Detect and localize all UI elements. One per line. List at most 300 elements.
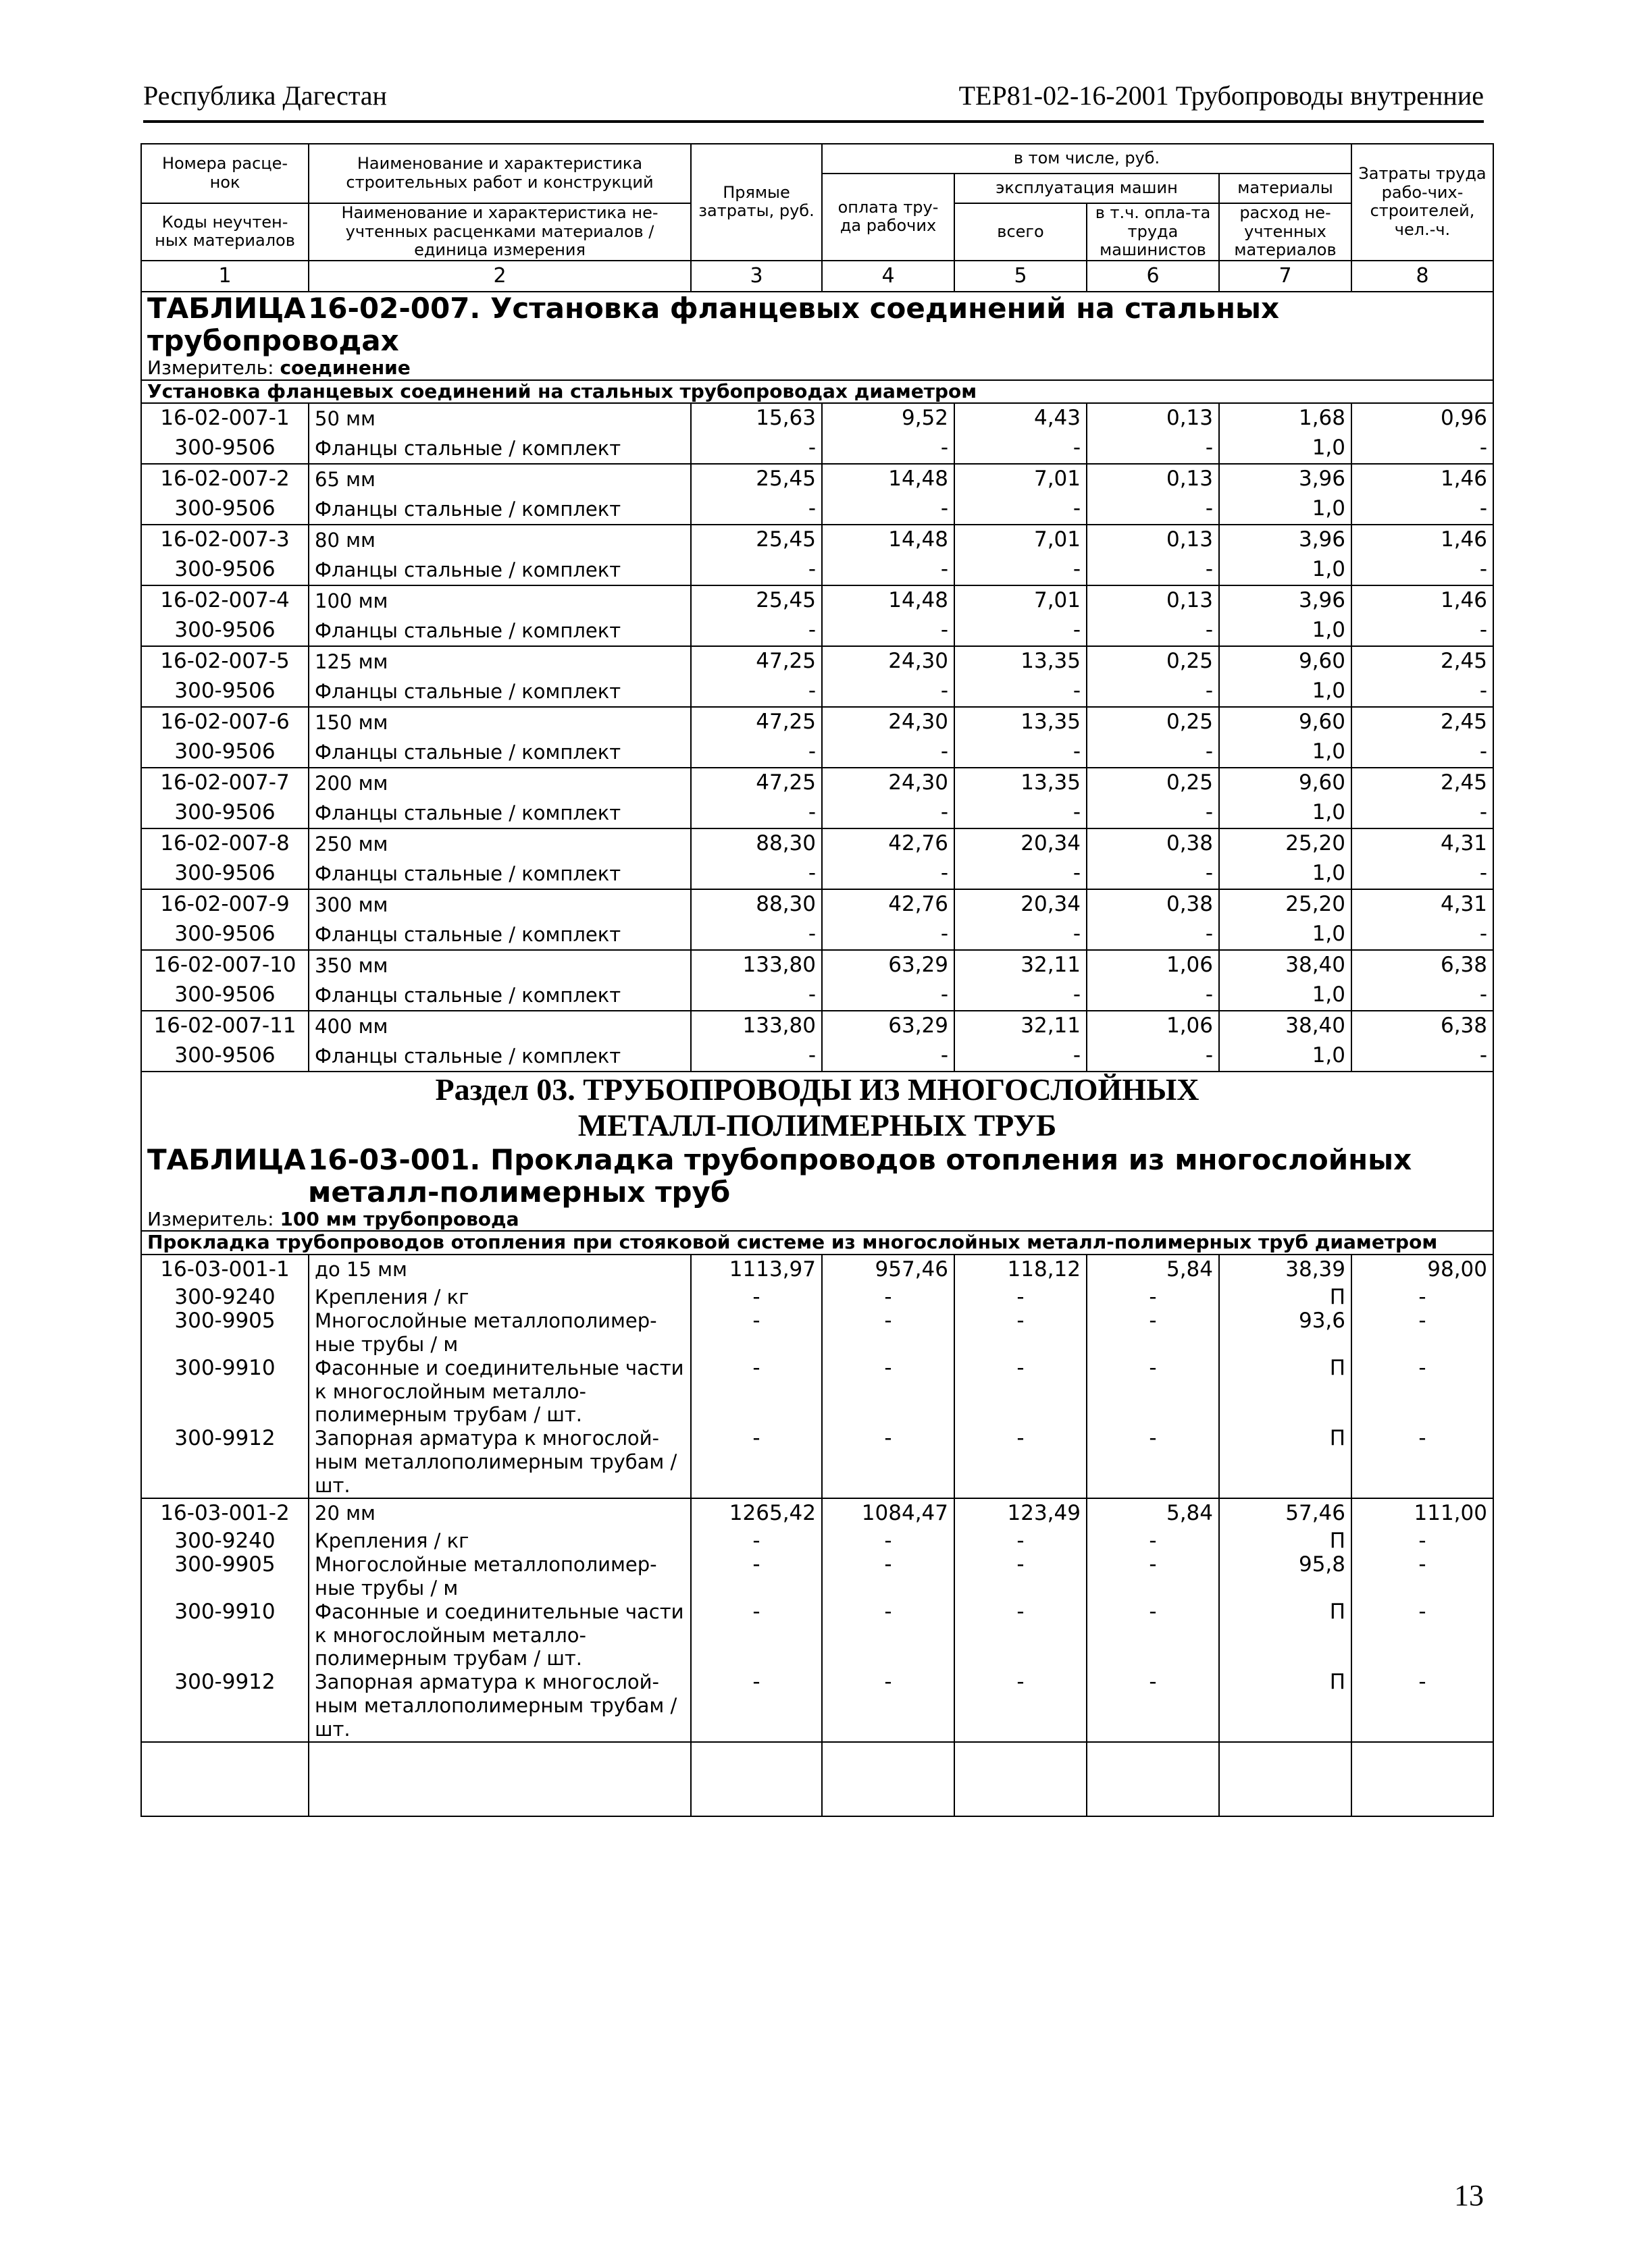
material-value-c5: - — [954, 1553, 1087, 1600]
rate-row — [141, 768, 1493, 799]
material-code: 300-9910 — [141, 1600, 309, 1670]
column-number: 8 — [1351, 261, 1493, 292]
header-worker-pay: оплата тру-да рабочих — [822, 174, 954, 261]
material-value-m8: - — [1351, 677, 1493, 707]
measure — [141, 1209, 1493, 1231]
value-c6: 1,06 — [1087, 950, 1219, 981]
material-value-m5: - — [954, 920, 1087, 950]
value-c8: 4,31 — [1351, 828, 1493, 860]
material-value-m7: 1,0 — [1219, 981, 1351, 1011]
empty-cell — [1087, 1742, 1219, 1816]
table-name: 16-03-001. Прокладка трубопроводов отопления из многослойных — [308, 1143, 1412, 1176]
column-number: 2 — [309, 261, 691, 292]
value-c7: 38,40 — [1219, 1011, 1351, 1042]
value-c4: 14,48 — [822, 525, 954, 556]
section-title-line: МЕТАЛЛ-ПОЛИМЕРНЫХ ТРУБ — [577, 1107, 1057, 1142]
value-c7: 9,60 — [1219, 646, 1351, 677]
value-c5: 13,35 — [954, 646, 1087, 677]
value-c3: 1265,42 — [691, 1498, 822, 1529]
header-region: Республика Дагестан — [143, 80, 387, 111]
material-value-m3: - — [691, 920, 822, 950]
value-c4: 957,46 — [822, 1255, 954, 1286]
material-value-m4: - — [822, 860, 954, 889]
measure-value: 100 мм трубопровода — [280, 1209, 519, 1231]
material-value-m6: - — [1087, 981, 1219, 1011]
value-c5: 20,34 — [954, 828, 1087, 860]
work-name: 20 мм — [309, 1498, 691, 1529]
material-value-m6: - — [1087, 799, 1219, 828]
measure-row — [141, 1209, 1493, 1231]
material-value-c6: - — [1087, 1600, 1219, 1670]
material-name: Фланцы стальные / комплект — [309, 677, 691, 707]
material-value-m3: - — [691, 1042, 822, 1072]
material-value-c3: - — [691, 1427, 822, 1498]
material-value-c7: П — [1219, 1529, 1351, 1554]
value-c4: 14,48 — [822, 585, 954, 616]
header-machines: эксплуатация машин — [954, 174, 1219, 203]
material-value-m6: - — [1087, 920, 1219, 950]
section-row — [141, 1072, 1493, 1144]
material-name: Фланцы стальные / комплект — [309, 434, 691, 464]
value-c5: 13,35 — [954, 768, 1087, 799]
material-value-m4: - — [822, 434, 954, 464]
material-value-m8: - — [1351, 799, 1493, 828]
material-value-c7: П — [1219, 1600, 1351, 1670]
material-value-m8: - — [1351, 434, 1493, 464]
value-c5: 118,12 — [954, 1255, 1087, 1286]
section-title-line: Раздел 03. ТРУБОПРОВОДЫ ИЗ МНОГОСЛОЙНЫХ — [435, 1072, 1199, 1107]
value-c6: 0,13 — [1087, 403, 1219, 434]
material-value-c7: П — [1219, 1670, 1351, 1741]
material-value-c7: П — [1219, 1286, 1351, 1310]
header-materials: материалы — [1219, 174, 1351, 203]
material-row — [141, 1042, 1493, 1072]
material-name: Фланцы стальные / комплект — [309, 920, 691, 950]
rate-code: 16-02-007-4 — [141, 585, 309, 616]
material-value-c8: - — [1351, 1427, 1493, 1498]
work-name: 125 мм — [309, 646, 691, 677]
material-value-m8: - — [1351, 860, 1493, 889]
value-c5: 7,01 — [954, 525, 1087, 556]
material-value-c4: - — [822, 1600, 954, 1670]
value-c5: 123,49 — [954, 1498, 1087, 1529]
header-rule — [143, 120, 1484, 123]
material-value-c4: - — [822, 1286, 954, 1310]
measure-row — [141, 357, 1493, 379]
material-code: 300-9506 — [141, 434, 309, 464]
material-value-c6: - — [1087, 1553, 1219, 1600]
work-name: 350 мм — [309, 950, 691, 981]
rate-code: 16-02-007-3 — [141, 525, 309, 556]
material-row — [141, 1529, 1493, 1554]
material-row — [141, 677, 1493, 707]
material-row — [141, 1309, 1493, 1356]
material-value-c4: - — [822, 1356, 954, 1427]
material-value-c3: - — [691, 1553, 822, 1600]
material-value-m5: - — [954, 981, 1087, 1011]
header-machines-total: всего — [954, 203, 1087, 261]
material-row — [141, 1427, 1493, 1498]
value-c6: 0,25 — [1087, 768, 1219, 799]
material-value-m8: - — [1351, 738, 1493, 768]
material-value-c6: - — [1087, 1286, 1219, 1310]
value-c3: 25,45 — [691, 464, 822, 495]
material-value-c7: 95,8 — [1219, 1553, 1351, 1600]
material-value-c8: - — [1351, 1356, 1493, 1427]
group-title: Прокладка трубопроводов отопления при стояковой системе из многослойных металл-полимерных труб диаметром — [141, 1231, 1493, 1254]
header-machinist-pay: в т.ч. опла-та труда машинистов — [1087, 203, 1219, 261]
material-value-m4: - — [822, 799, 954, 828]
material-name: Крепления / кг — [309, 1529, 691, 1554]
material-value-m5: - — [954, 495, 1087, 525]
work-name: 100 мм — [309, 585, 691, 616]
work-name: 200 мм — [309, 768, 691, 799]
header-direct-costs: Прямые затраты, руб. — [691, 144, 822, 261]
value-c4: 24,30 — [822, 646, 954, 677]
material-value-m7: 1,0 — [1219, 738, 1351, 768]
table-title — [141, 292, 1493, 358]
value-c5: 7,01 — [954, 585, 1087, 616]
work-name: 50 мм — [309, 403, 691, 434]
material-value-m4: - — [822, 738, 954, 768]
material-value-c4: - — [822, 1670, 954, 1741]
rate-row — [141, 403, 1493, 434]
column-number: 6 — [1087, 261, 1219, 292]
material-value-c5: - — [954, 1600, 1087, 1670]
material-value-m6: - — [1087, 738, 1219, 768]
empty-row — [141, 1742, 1493, 1816]
material-value-m3: - — [691, 860, 822, 889]
material-value-m5: - — [954, 434, 1087, 464]
value-c3: 47,25 — [691, 646, 822, 677]
material-name: Фасонные и соединительные части к многослойным металло-полимерным трубам / шт. — [309, 1600, 691, 1670]
material-value-m6: - — [1087, 860, 1219, 889]
material-value-m5: - — [954, 616, 1087, 646]
value-c7: 25,20 — [1219, 828, 1351, 860]
material-value-m4: - — [822, 1042, 954, 1072]
material-value-m7: 1,0 — [1219, 860, 1351, 889]
rate-code: 16-02-007-6 — [141, 707, 309, 738]
material-code: 300-9910 — [141, 1356, 309, 1427]
material-name: Фланцы стальные / комплект — [309, 738, 691, 768]
material-name: Запорная арматура к многослой-ным металлополимерным трубам / шт. — [309, 1670, 691, 1741]
group-title-row — [141, 380, 1493, 403]
material-value-c3: - — [691, 1670, 822, 1741]
material-value-c4: - — [822, 1309, 954, 1356]
value-c7: 3,96 — [1219, 464, 1351, 495]
material-name: Фланцы стальные / комплект — [309, 981, 691, 1011]
value-c7: 38,40 — [1219, 950, 1351, 981]
material-row — [141, 556, 1493, 585]
material-value-m7: 1,0 — [1219, 556, 1351, 585]
material-value-m8: - — [1351, 1042, 1493, 1072]
rate-code: 16-02-007-11 — [141, 1011, 309, 1042]
material-value-c7: П — [1219, 1427, 1351, 1498]
table-label: ТАБЛИЦА — [147, 291, 306, 325]
value-c3: 88,30 — [691, 889, 822, 920]
work-name: 300 мм — [309, 889, 691, 920]
empty-cell — [1351, 1742, 1493, 1816]
value-c8: 4,31 — [1351, 889, 1493, 920]
material-code: 300-9912 — [141, 1427, 309, 1498]
value-c6: 0,38 — [1087, 889, 1219, 920]
material-value-m6: - — [1087, 1042, 1219, 1072]
running-header — [143, 80, 1484, 120]
material-value-m3: - — [691, 556, 822, 585]
value-c3: 133,80 — [691, 1011, 822, 1042]
rate-row — [141, 464, 1493, 495]
value-c3: 47,25 — [691, 768, 822, 799]
empty-cell — [1219, 1742, 1351, 1816]
rate-code: 16-03-001-2 — [141, 1498, 309, 1529]
value-c4: 63,29 — [822, 950, 954, 981]
material-value-m8: - — [1351, 556, 1493, 585]
material-value-m7: 1,0 — [1219, 677, 1351, 707]
material-name: Фланцы стальные / комплект — [309, 799, 691, 828]
rate-code: 16-03-001-1 — [141, 1255, 309, 1286]
material-value-c6: - — [1087, 1529, 1219, 1554]
material-row — [141, 1356, 1493, 1427]
column-number: 7 — [1219, 261, 1351, 292]
material-value-c3: - — [691, 1529, 822, 1554]
measure — [141, 357, 1493, 379]
material-value-c3: - — [691, 1600, 822, 1670]
material-value-m5: - — [954, 799, 1087, 828]
material-code: 300-9506 — [141, 616, 309, 646]
value-c6: 0,13 — [1087, 585, 1219, 616]
material-name: Запорная арматура к многослой-ным металлополимерным трубам / шт. — [309, 1427, 691, 1498]
value-c8: 2,45 — [1351, 768, 1493, 799]
material-row — [141, 616, 1493, 646]
value-c6: 1,06 — [1087, 1011, 1219, 1042]
column-number: 5 — [954, 261, 1087, 292]
material-value-m4: - — [822, 495, 954, 525]
value-c4: 63,29 — [822, 1011, 954, 1042]
material-row — [141, 1286, 1493, 1310]
value-c8: 6,38 — [1351, 1011, 1493, 1042]
material-value-c3: - — [691, 1309, 822, 1356]
value-c8: 2,45 — [1351, 646, 1493, 677]
value-c6: 0,25 — [1087, 646, 1219, 677]
material-value-c5: - — [954, 1309, 1087, 1356]
value-c8: 0,96 — [1351, 403, 1493, 434]
material-code: 300-9506 — [141, 860, 309, 889]
value-c6: 0,38 — [1087, 828, 1219, 860]
section-title — [141, 1072, 1493, 1144]
value-c5: 20,34 — [954, 889, 1087, 920]
material-value-c6: - — [1087, 1670, 1219, 1741]
value-c7: 57,46 — [1219, 1498, 1351, 1529]
material-value-m8: - — [1351, 616, 1493, 646]
material-name: Фланцы стальные / комплект — [309, 556, 691, 585]
material-value-m4: - — [822, 920, 954, 950]
rate-row — [141, 950, 1493, 981]
material-value-m8: - — [1351, 981, 1493, 1011]
material-row — [141, 799, 1493, 828]
header-work-name: Наименование и характеристика строительных работ и конструкций — [309, 144, 691, 203]
value-c5: 7,01 — [954, 464, 1087, 495]
rate-row — [141, 828, 1493, 860]
empty-cell — [141, 1742, 309, 1816]
material-value-c3: - — [691, 1286, 822, 1310]
value-c3: 88,30 — [691, 828, 822, 860]
value-c6: 0,25 — [1087, 707, 1219, 738]
value-c7: 38,39 — [1219, 1255, 1351, 1286]
value-c3: 1113,97 — [691, 1255, 822, 1286]
material-value-c5: - — [954, 1427, 1087, 1498]
value-c4: 42,76 — [822, 889, 954, 920]
rate-code: 16-02-007-8 — [141, 828, 309, 860]
material-value-m5: - — [954, 738, 1087, 768]
rate-code: 16-02-007-5 — [141, 646, 309, 677]
rate-row — [141, 889, 1493, 920]
material-value-m3: - — [691, 434, 822, 464]
work-name: 400 мм — [309, 1011, 691, 1042]
header-row — [141, 144, 1493, 174]
material-row — [141, 920, 1493, 950]
material-code: 300-9905 — [141, 1309, 309, 1356]
rate-row — [141, 646, 1493, 677]
header-material-consumption: расход не-учтенных материалов — [1219, 203, 1351, 261]
value-c4: 14,48 — [822, 464, 954, 495]
material-value-c6: - — [1087, 1356, 1219, 1427]
table-name-continued: металл-полимерных труб — [308, 1175, 731, 1209]
material-name: Фланцы стальные / комплект — [309, 860, 691, 889]
material-value-m6: - — [1087, 495, 1219, 525]
material-row — [141, 1600, 1493, 1670]
material-value-m5: - — [954, 1042, 1087, 1072]
material-value-c8: - — [1351, 1670, 1493, 1741]
material-code: 300-9506 — [141, 495, 309, 525]
material-code: 300-9506 — [141, 556, 309, 585]
material-name: Многослойные металлополимер-ные трубы / м — [309, 1309, 691, 1356]
value-c7: 9,60 — [1219, 768, 1351, 799]
header-labor-costs: Затраты труда рабо-чих-строителей, чел.-ч. — [1351, 144, 1493, 261]
value-c4: 24,30 — [822, 707, 954, 738]
rate-row — [141, 1255, 1493, 1286]
value-c5: 32,11 — [954, 1011, 1087, 1042]
header-including: в том числе, руб. — [822, 144, 1351, 174]
material-value-c8: - — [1351, 1600, 1493, 1670]
value-c5: 13,35 — [954, 707, 1087, 738]
material-value-c6: - — [1087, 1309, 1219, 1356]
material-code: 300-9905 — [141, 1553, 309, 1600]
material-code: 300-9912 — [141, 1670, 309, 1741]
material-row — [141, 1553, 1493, 1600]
measure-label: Измеритель: — [147, 1209, 274, 1231]
material-value-m7: 1,0 — [1219, 799, 1351, 828]
material-value-m8: - — [1351, 495, 1493, 525]
rate-row — [141, 1011, 1493, 1042]
header-rate-number: Номера расце-нок — [141, 144, 309, 203]
material-value-c7: 93,6 — [1219, 1309, 1351, 1356]
table-title — [141, 1144, 1493, 1209]
value-c6: 0,13 — [1087, 464, 1219, 495]
material-code: 300-9506 — [141, 738, 309, 768]
material-value-c5: - — [954, 1670, 1087, 1741]
material-row — [141, 1670, 1493, 1741]
table-title-row — [141, 1144, 1493, 1209]
material-row — [141, 981, 1493, 1011]
empty-cell — [954, 1742, 1087, 1816]
rate-code: 16-02-007-1 — [141, 403, 309, 434]
material-value-m7: 1,0 — [1219, 920, 1351, 950]
work-name: до 15 мм — [309, 1255, 691, 1286]
value-c6: 5,84 — [1087, 1498, 1219, 1529]
table-name: 16-02-007. Установка фланцевых соединений на стальных трубопроводах — [147, 291, 1280, 358]
material-name: Многослойные металлополимер-ные трубы / м — [309, 1553, 691, 1600]
value-c8: 1,46 — [1351, 464, 1493, 495]
value-c4: 9,52 — [822, 403, 954, 434]
value-c7: 3,96 — [1219, 585, 1351, 616]
material-row — [141, 434, 1493, 464]
header-material-name: Наименование и характеристика не-учтенных расценками материалов / единица измерения — [309, 203, 691, 261]
rate-row — [141, 707, 1493, 738]
material-value-c8: - — [1351, 1286, 1493, 1310]
rate-row — [141, 585, 1493, 616]
material-value-c5: - — [954, 1529, 1087, 1554]
value-c7: 25,20 — [1219, 889, 1351, 920]
rate-code: 16-02-007-7 — [141, 768, 309, 799]
column-number: 1 — [141, 261, 309, 292]
material-value-c8: - — [1351, 1553, 1493, 1600]
group-title: Установка фланцевых соединений на стальных трубопроводах диаметром — [141, 380, 1493, 403]
material-value-c4: - — [822, 1553, 954, 1600]
rate-code: 16-02-007-2 — [141, 464, 309, 495]
material-value-c6: - — [1087, 1427, 1219, 1498]
material-code: 300-9506 — [141, 799, 309, 828]
material-name: Фланцы стальные / комплект — [309, 495, 691, 525]
material-value-m3: - — [691, 616, 822, 646]
material-value-c5: - — [954, 1286, 1087, 1310]
material-name: Фланцы стальные / комплект — [309, 1042, 691, 1072]
price-table — [140, 143, 1494, 1817]
value-c6: 5,84 — [1087, 1255, 1219, 1286]
work-name: 80 мм — [309, 525, 691, 556]
material-value-m5: - — [954, 556, 1087, 585]
material-value-m6: - — [1087, 677, 1219, 707]
value-c7: 1,68 — [1219, 403, 1351, 434]
value-c5: 32,11 — [954, 950, 1087, 981]
material-code: 300-9506 — [141, 677, 309, 707]
column-number: 4 — [822, 261, 954, 292]
material-value-m3: - — [691, 981, 822, 1011]
rate-row — [141, 1498, 1493, 1529]
material-value-m7: 1,0 — [1219, 495, 1351, 525]
material-value-m7: 1,0 — [1219, 1042, 1351, 1072]
value-c3: 25,45 — [691, 585, 822, 616]
material-code: 300-9240 — [141, 1529, 309, 1554]
material-value-m4: - — [822, 981, 954, 1011]
material-value-m5: - — [954, 860, 1087, 889]
group-title-row — [141, 1231, 1493, 1254]
material-name: Фланцы стальные / комплект — [309, 616, 691, 646]
material-value-m4: - — [822, 556, 954, 585]
material-value-m6: - — [1087, 616, 1219, 646]
material-value-c8: - — [1351, 1529, 1493, 1554]
material-name: Фасонные и соединительные части к многослойным металло-полимерным трубам / шт. — [309, 1356, 691, 1427]
value-c3: 133,80 — [691, 950, 822, 981]
rate-code: 16-02-007-9 — [141, 889, 309, 920]
value-c4: 42,76 — [822, 828, 954, 860]
value-c8: 2,45 — [1351, 707, 1493, 738]
material-value-c4: - — [822, 1427, 954, 1498]
material-value-c3: - — [691, 1356, 822, 1427]
material-value-m3: - — [691, 677, 822, 707]
value-c8: 111,00 — [1351, 1498, 1493, 1529]
material-value-m8: - — [1351, 920, 1493, 950]
material-value-m3: - — [691, 738, 822, 768]
